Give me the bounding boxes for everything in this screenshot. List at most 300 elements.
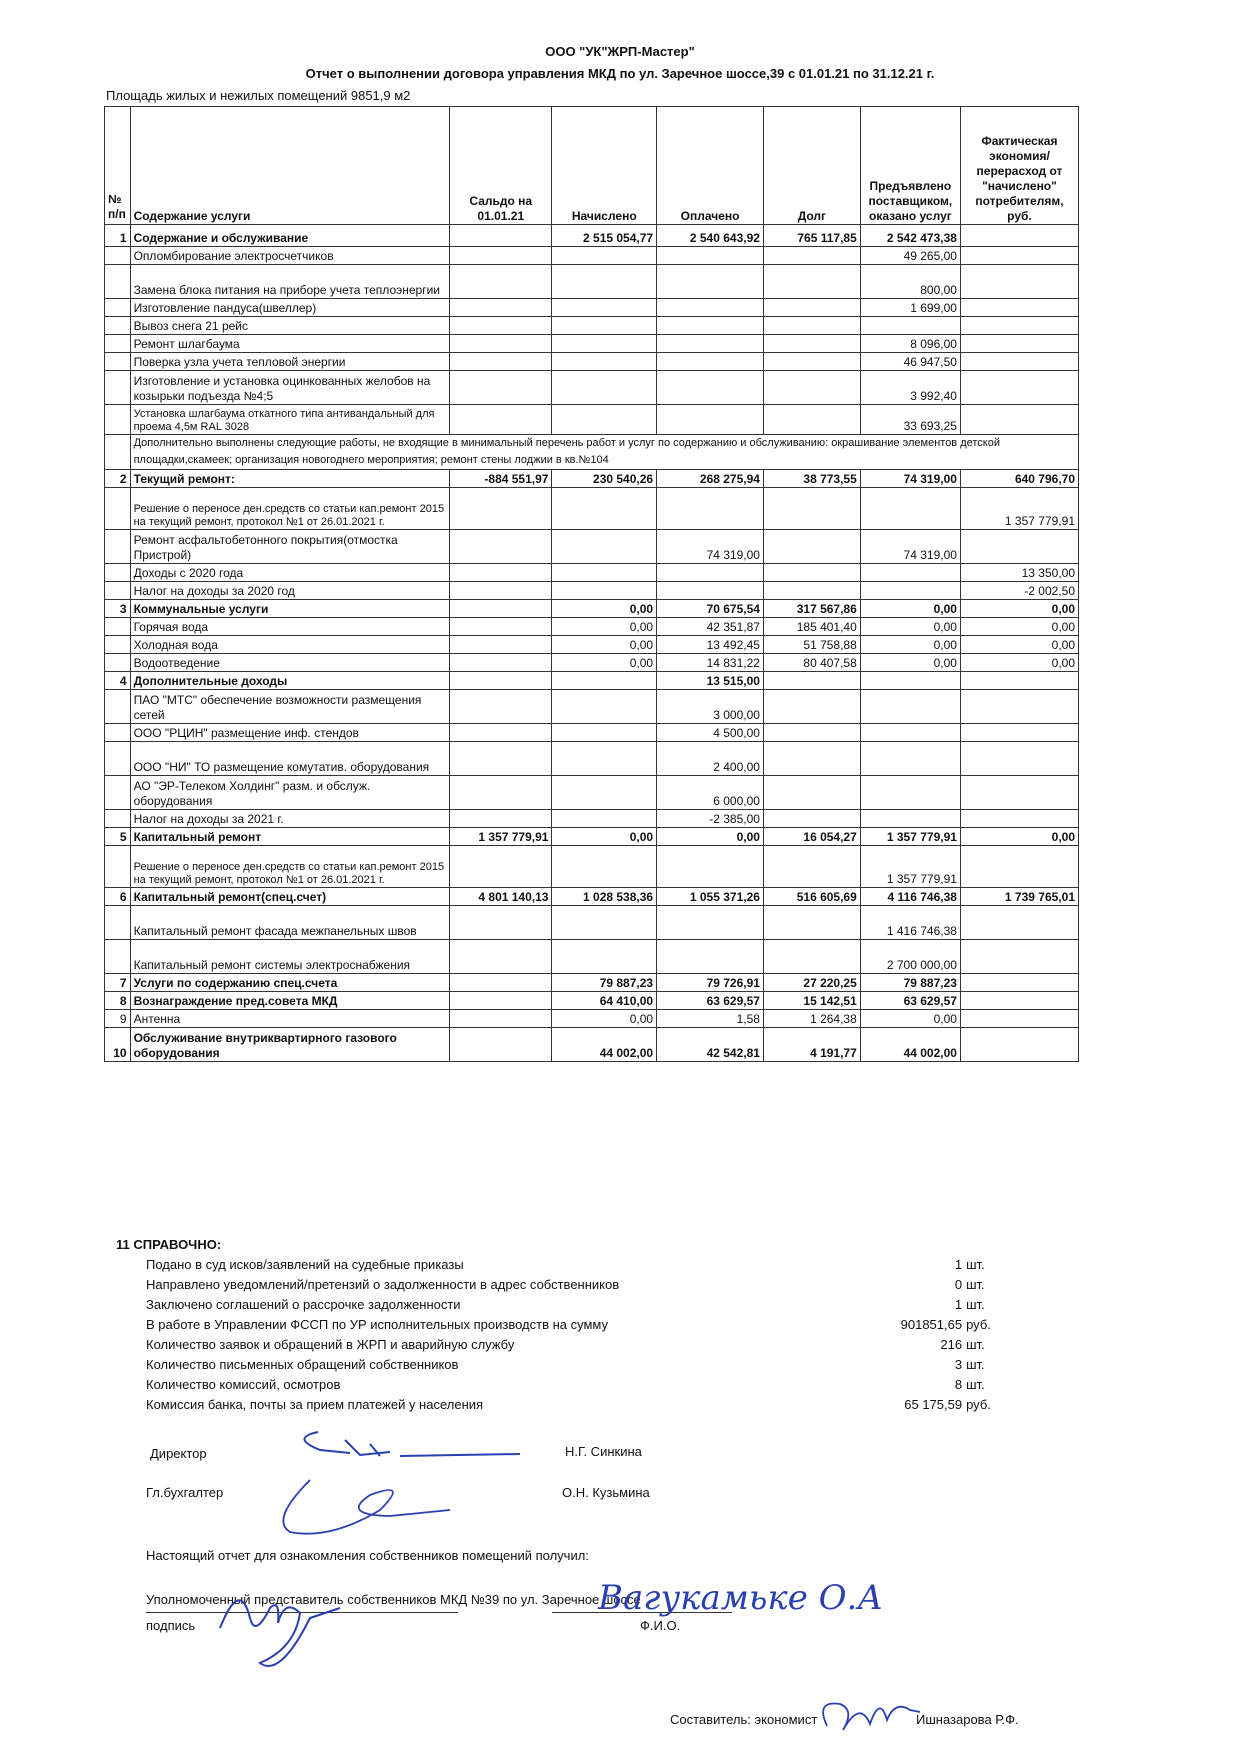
table-row: [105, 724, 1079, 742]
cell-presented: [860, 776, 960, 810]
row-number: [105, 335, 131, 353]
col-saldo: Сальдо на 01.01.21: [450, 107, 552, 225]
cell-debt: [763, 299, 860, 317]
area-line: Площадь жилых и нежилых помещений 9851,9 м2: [106, 88, 411, 103]
table-row: [105, 1028, 1079, 1062]
row-service: Ремонт асфальтобетонного покрытия(отмостка Пристрой): [130, 530, 449, 564]
row-number: 5: [105, 828, 131, 846]
row-service: Дополнительные доходы: [130, 672, 449, 690]
row-service: Поверка узла учета тепловой энергии: [130, 353, 449, 371]
reference-value: 901851,65: [900, 1317, 963, 1332]
reference-unit: шт.: [966, 1337, 985, 1352]
reference-item: [146, 1355, 1006, 1375]
table-row: [105, 335, 1079, 353]
cell-debt: [763, 247, 860, 265]
cell-economy: [960, 405, 1078, 435]
cell-saldo: [450, 600, 552, 618]
cell-saldo: [450, 846, 552, 888]
reference-label: Направлено уведомлений/претензий о задолженности в адрес собственников: [146, 1277, 620, 1292]
cell-paid: 2 400,00: [657, 742, 764, 776]
cell-charged: 1 028 538,36: [552, 888, 657, 906]
table-row: [105, 1010, 1079, 1028]
table-header-row: [105, 107, 1079, 225]
table-row: [105, 299, 1079, 317]
reference-unit: руб.: [966, 1317, 991, 1332]
cell-economy: [960, 690, 1078, 724]
cell-economy: 0,00: [960, 636, 1078, 654]
cell-saldo: [450, 940, 552, 974]
row-number: 8: [105, 992, 131, 1010]
cell-economy: [960, 353, 1078, 371]
reference-list: [146, 1255, 1006, 1415]
cell-charged: 79 887,23: [552, 974, 657, 992]
cell-debt: [763, 672, 860, 690]
cell-charged: 2 515 054,77: [552, 225, 657, 247]
compiler-name: Ишназарова Р.Ф.: [916, 1712, 1019, 1727]
cell-charged: [552, 371, 657, 405]
cell-paid: 3 000,00: [657, 690, 764, 724]
col-paid: Оплачено: [657, 107, 764, 225]
cell-charged: 0,00: [552, 654, 657, 672]
director-name: Н.Г. Синкина: [565, 1444, 642, 1459]
cell-presented: [860, 317, 960, 335]
row-service: ООО "НИ" ТО размещение комутатив. оборудования: [130, 742, 449, 776]
row-number: [105, 530, 131, 564]
cell-charged: [552, 724, 657, 742]
reference-item: [146, 1295, 1006, 1315]
cell-charged: [552, 582, 657, 600]
cell-charged: 230 540,26: [552, 470, 657, 488]
cell-charged: 44 002,00: [552, 1028, 657, 1062]
reference-item: [146, 1255, 1006, 1275]
table-row: [105, 992, 1079, 1010]
reference-unit: шт.: [966, 1257, 985, 1272]
reference-value: 0: [954, 1277, 963, 1292]
table-row: [105, 742, 1079, 776]
row-number: [105, 846, 131, 888]
row-number: [105, 810, 131, 828]
reference-unit: шт.: [966, 1377, 985, 1392]
cell-debt: [763, 317, 860, 335]
cell-debt: 185 401,40: [763, 618, 860, 636]
cell-saldo: [450, 247, 552, 265]
cell-charged: [552, 488, 657, 530]
cell-presented: 1 699,00: [860, 299, 960, 317]
cell-economy: -2 002,50: [960, 582, 1078, 600]
row-number: 9: [105, 1010, 131, 1028]
table-row: [105, 940, 1079, 974]
reference-value: 1: [954, 1257, 963, 1272]
table-row: [105, 564, 1079, 582]
reference-item: [146, 1335, 1006, 1355]
row-number: 1: [105, 225, 131, 247]
cell-debt: 80 407,58: [763, 654, 860, 672]
row-service: Доходы с 2020 года: [130, 564, 449, 582]
cell-paid: [657, 353, 764, 371]
table-row: [105, 488, 1079, 530]
table-row: [105, 582, 1079, 600]
col-presented: Предъявлено поставщиком, оказано услуг: [860, 107, 960, 225]
row-service: Вознаграждение пред.совета МКД: [130, 992, 449, 1010]
cell-saldo: [450, 974, 552, 992]
cell-presented: 8 096,00: [860, 335, 960, 353]
cell-charged: [552, 940, 657, 974]
row-service: Капитальный ремонт системы электроснабжения: [130, 940, 449, 974]
reference-value: 65 175,59: [904, 1397, 963, 1412]
row-number: 4: [105, 672, 131, 690]
cell-saldo: [450, 724, 552, 742]
table-body: [105, 225, 1079, 1062]
representative-signature: [200, 1568, 350, 1678]
received-note: Настоящий отчет для ознакомления собственников помещений получил:: [146, 1548, 589, 1563]
cell-presented: 0,00: [860, 1010, 960, 1028]
cell-debt: [763, 742, 860, 776]
handwritten-fio: Вагукамьке О.А: [598, 1578, 884, 1618]
reference-value: 216: [940, 1337, 963, 1352]
row-number: [105, 435, 131, 470]
cell-debt: [763, 690, 860, 724]
director-title: Директор: [150, 1446, 207, 1461]
cell-debt: [763, 488, 860, 530]
cell-presented: 63 629,57: [860, 992, 960, 1010]
cell-presented: [860, 564, 960, 582]
cell-charged: [552, 906, 657, 940]
cell-presented: 49 265,00: [860, 247, 960, 265]
cell-paid: [657, 299, 764, 317]
row-service: Установка шлагбаума откатного типа антивандальный для проема 4,5м RAL 3028: [130, 405, 449, 435]
row-service: Обслуживание внутриквартирного газового оборудования: [130, 1028, 449, 1062]
accountant-title: Гл.бухгалтер: [146, 1485, 224, 1500]
row-service: Водоотведение: [130, 654, 449, 672]
cell-debt: [763, 405, 860, 435]
cell-presented: 800,00: [860, 265, 960, 299]
cell-economy: [960, 335, 1078, 353]
row-service: Налог на доходы за 2020 год: [130, 582, 449, 600]
row-service: Содержание и обслуживание: [130, 225, 449, 247]
cell-saldo: [450, 1028, 552, 1062]
cell-economy: 0,00: [960, 828, 1078, 846]
cell-paid: 74 319,00: [657, 530, 764, 564]
cell-charged: 0,00: [552, 1010, 657, 1028]
table-row: [105, 317, 1079, 335]
director-signature: [250, 1420, 530, 1540]
table-row: [105, 530, 1079, 564]
cell-debt: 27 220,25: [763, 974, 860, 992]
cell-paid: [657, 371, 764, 405]
row-number: [105, 265, 131, 299]
col-economy: Фактическая экономия/перерасход от "начислено" потребителям, руб.: [960, 107, 1078, 225]
cell-paid: 2 540 643,92: [657, 225, 764, 247]
cell-presented: 0,00: [860, 636, 960, 654]
cell-paid: 4 500,00: [657, 724, 764, 742]
row-number: [105, 776, 131, 810]
row-number: [105, 582, 131, 600]
cell-charged: [552, 353, 657, 371]
row-number: [105, 940, 131, 974]
cell-paid: [657, 335, 764, 353]
row-service: Капитальный ремонт: [130, 828, 449, 846]
row-number: [105, 371, 131, 405]
cell-saldo: [450, 906, 552, 940]
cell-saldo: 4 801 140,13: [450, 888, 552, 906]
cell-debt: [763, 810, 860, 828]
row-number: [105, 405, 131, 435]
table-row: [105, 371, 1079, 405]
cell-economy: [960, 846, 1078, 888]
cell-presented: 74 319,00: [860, 470, 960, 488]
cell-saldo: -884 551,97: [450, 470, 552, 488]
row-service: Решение о переносе ден.средств со статьи кап.ремонт 2015 на текущий ремонт, протокол №1 от 26.01.2021 г.: [130, 488, 449, 530]
row-service: Горячая вода: [130, 618, 449, 636]
row-number: 10: [105, 1028, 131, 1062]
cell-economy: [960, 1028, 1078, 1062]
cell-economy: [960, 530, 1078, 564]
cell-charged: [552, 672, 657, 690]
cell-presented: 46 947,50: [860, 353, 960, 371]
cell-charged: [552, 564, 657, 582]
cell-economy: [960, 247, 1078, 265]
row-service: Решение о переносе ден.средств со статьи кап.ремонт 2015 на текущий ремонт, протокол №1 от 26.01.2021 г.: [130, 846, 449, 888]
cell-charged: 0,00: [552, 600, 657, 618]
cell-economy: [960, 906, 1078, 940]
reference-label: Заключено соглашений о рассрочке задолженности: [146, 1297, 461, 1312]
cell-paid: [657, 405, 764, 435]
row-service: Текущий ремонт:: [130, 470, 449, 488]
cell-debt: 317 567,86: [763, 600, 860, 618]
reference-title: 11 СПРАВОЧНО:: [116, 1237, 222, 1252]
table-row: [105, 846, 1079, 888]
row-service: Вывоз снега 21 рейс: [130, 317, 449, 335]
table-row: [105, 435, 1079, 470]
cell-economy: 0,00: [960, 618, 1078, 636]
cell-economy: 1 739 765,01: [960, 888, 1078, 906]
table-row: [105, 828, 1079, 846]
row-service: Замена блока питания на приборе учета теплоэнергии: [130, 265, 449, 299]
cell-paid: [657, 846, 764, 888]
row-number: 6: [105, 888, 131, 906]
row-number: [105, 690, 131, 724]
cell-debt: [763, 371, 860, 405]
row-number: [105, 488, 131, 530]
cell-economy: [960, 974, 1078, 992]
row-service: АО "ЭР-Телеком Холдинг" разм. и обслуж. оборудования: [130, 776, 449, 810]
cell-debt: [763, 846, 860, 888]
cell-presented: [860, 582, 960, 600]
table-row: [105, 225, 1079, 247]
signature-label: подпись: [146, 1618, 196, 1633]
reference-label: Подано в суд исков/заявлений на судебные приказы: [146, 1257, 464, 1272]
cell-economy: 0,00: [960, 654, 1078, 672]
cell-presented: 33 693,25: [860, 405, 960, 435]
cell-debt: [763, 353, 860, 371]
cell-charged: [552, 317, 657, 335]
cell-saldo: 1 357 779,91: [450, 828, 552, 846]
cell-paid: [657, 317, 764, 335]
cell-charged: 0,00: [552, 828, 657, 846]
cell-charged: 0,00: [552, 618, 657, 636]
cell-debt: [763, 530, 860, 564]
table-row: [105, 690, 1079, 724]
cell-saldo: [450, 742, 552, 776]
cell-presented: 3 992,40: [860, 371, 960, 405]
cell-economy: [960, 672, 1078, 690]
reference-value: 3: [954, 1357, 963, 1372]
compiler-label: Составитель: экономист: [670, 1712, 818, 1727]
cell-paid: [657, 265, 764, 299]
reference-unit: руб.: [966, 1397, 991, 1412]
cell-debt: 516 605,69: [763, 888, 860, 906]
cell-paid: -2 385,00: [657, 810, 764, 828]
cell-presented: 4 116 746,38: [860, 888, 960, 906]
reference-label: Комиссия банка, почты за прием платежей у населения: [146, 1397, 484, 1412]
cell-paid: [657, 564, 764, 582]
reference-item: [146, 1395, 1006, 1415]
cell-charged: [552, 810, 657, 828]
cell-saldo: [450, 582, 552, 600]
cell-charged: [552, 265, 657, 299]
table-row: [105, 672, 1079, 690]
cell-charged: [552, 247, 657, 265]
cell-debt: [763, 582, 860, 600]
row-service: Налог на доходы за 2021 г.: [130, 810, 449, 828]
reference-label: Количество комиссий, осмотров: [146, 1377, 341, 1392]
reference-unit: шт.: [966, 1277, 985, 1292]
cell-debt: [763, 776, 860, 810]
cell-presented: 2 700 000,00: [860, 940, 960, 974]
cell-economy: [960, 265, 1078, 299]
report-table: [104, 106, 1079, 1062]
cell-economy: [960, 940, 1078, 974]
cell-saldo: [450, 265, 552, 299]
cell-presented: 0,00: [860, 654, 960, 672]
reference-unit: шт.: [966, 1297, 985, 1312]
cell-economy: [960, 317, 1078, 335]
cell-charged: [552, 299, 657, 317]
cell-presented: 79 887,23: [860, 974, 960, 992]
reference-label: Количество письменных обращений собственников: [146, 1357, 459, 1372]
cell-presented: 1 357 779,91: [860, 828, 960, 846]
cell-saldo: [450, 335, 552, 353]
cell-saldo: [450, 810, 552, 828]
cell-debt: 51 758,88: [763, 636, 860, 654]
report-title: Отчет о выполнении договора управления МКД по ул. Заречное шоссе,39 с 01.01.21 по 31.12.21 г.: [305, 66, 935, 81]
cell-paid: [657, 247, 764, 265]
cell-paid: 14 831,22: [657, 654, 764, 672]
cell-paid: 1 055 371,26: [657, 888, 764, 906]
row-number: [105, 353, 131, 371]
row-service: Услуги по содержанию спец.счета: [130, 974, 449, 992]
cell-debt: 1 264,38: [763, 1010, 860, 1028]
row-number: [105, 636, 131, 654]
cell-economy: [960, 810, 1078, 828]
cell-economy: [960, 742, 1078, 776]
row-number: [105, 299, 131, 317]
cell-paid: [657, 940, 764, 974]
row-note: Дополнительно выполнены следующие работы, не входящие в минимальный перечень работ и услуг по содержанию и обслуживанию: окрашивание элементов детской площадки,скамеек; организация новогоднего мероприятия; ремонт стены лоджии в кв.№104: [130, 435, 1078, 470]
accountant-name: О.Н. Кузьмина: [562, 1485, 650, 1500]
cell-saldo: [450, 618, 552, 636]
fio-label: Ф.И.О.: [640, 1618, 681, 1633]
cell-saldo: [450, 672, 552, 690]
cell-debt: [763, 906, 860, 940]
table-row: [105, 776, 1079, 810]
row-number: [105, 618, 131, 636]
table-row: [105, 265, 1079, 299]
cell-debt: [763, 724, 860, 742]
cell-debt: 38 773,55: [763, 470, 860, 488]
cell-paid: 63 629,57: [657, 992, 764, 1010]
table-row: [105, 353, 1079, 371]
row-service: Изготовление и установка оцинкованных желобов на козырьки подъезда №4;5: [130, 371, 449, 405]
col-service: Содержание услуги: [130, 107, 449, 225]
row-number: [105, 906, 131, 940]
cell-saldo: [450, 1010, 552, 1028]
row-service: Холодная вода: [130, 636, 449, 654]
row-service: Опломбирование электросчетчиков: [130, 247, 449, 265]
table-row: [105, 974, 1079, 992]
cell-debt: 4 191,77: [763, 1028, 860, 1062]
cell-economy: [960, 776, 1078, 810]
table-row: [105, 636, 1079, 654]
cell-saldo: [450, 992, 552, 1010]
cell-charged: 0,00: [552, 636, 657, 654]
row-service: Антенна: [130, 1010, 449, 1028]
table-row: [105, 600, 1079, 618]
cell-paid: 79 726,91: [657, 974, 764, 992]
cell-charged: 64 410,00: [552, 992, 657, 1010]
cell-saldo: [450, 564, 552, 582]
cell-debt: 15 142,51: [763, 992, 860, 1010]
reference-unit: шт.: [966, 1357, 985, 1372]
cell-saldo: [450, 317, 552, 335]
row-number: [105, 564, 131, 582]
cell-economy: 1 357 779,91: [960, 488, 1078, 530]
reference-item: [146, 1375, 1006, 1395]
row-number: [105, 742, 131, 776]
cell-saldo: [450, 225, 552, 247]
col-charged: Начислено: [552, 107, 657, 225]
cell-economy: [960, 299, 1078, 317]
cell-presented: [860, 724, 960, 742]
cell-debt: [763, 335, 860, 353]
cell-paid: 70 675,54: [657, 600, 764, 618]
cell-presented: 0,00: [860, 600, 960, 618]
cell-paid: 6 000,00: [657, 776, 764, 810]
reference-label: Количество заявок и обращений в ЖРП и аварийную службу: [146, 1337, 515, 1352]
cell-saldo: [450, 488, 552, 530]
col-num: № п/п: [105, 107, 131, 225]
table-row: [105, 654, 1079, 672]
cell-presented: 1 357 779,91: [860, 846, 960, 888]
row-number: [105, 317, 131, 335]
cell-economy: 640 796,70: [960, 470, 1078, 488]
cell-debt: [763, 265, 860, 299]
table-row: [105, 888, 1079, 906]
cell-presented: 0,00: [860, 618, 960, 636]
cell-saldo: [450, 299, 552, 317]
cell-paid: 268 275,94: [657, 470, 764, 488]
cell-presented: [860, 672, 960, 690]
row-service: Капитальный ремонт фасада межпанельных швов: [130, 906, 449, 940]
representative-label: Уполномоченный представитель собственников МКД №39 по ул. Заречное шоссе: [146, 1592, 641, 1607]
reference-item: [146, 1275, 1006, 1295]
table-row: [105, 810, 1079, 828]
cell-presented: [860, 690, 960, 724]
row-service: Капитальный ремонт(спец.счет): [130, 888, 449, 906]
cell-charged: [552, 690, 657, 724]
row-number: [105, 654, 131, 672]
cell-charged: [552, 846, 657, 888]
